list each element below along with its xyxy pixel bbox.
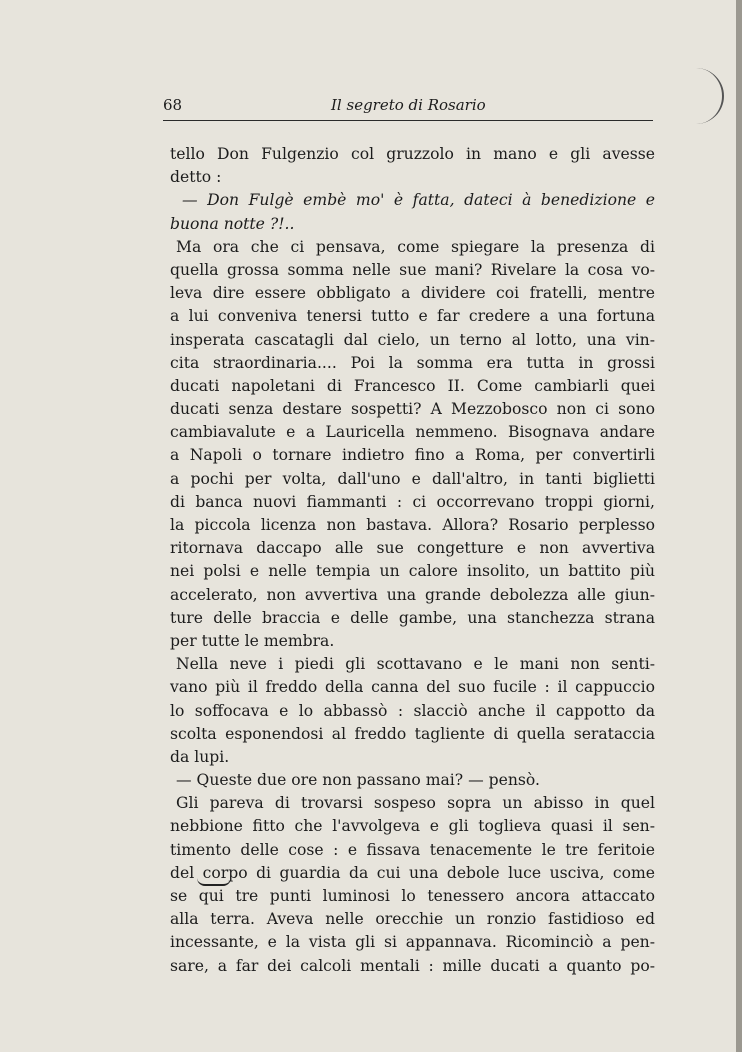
page-edge (736, 0, 742, 1052)
text-line: del corpo di guardia da cui una debole luce usciva, come (170, 863, 655, 882)
text-line: buona notte ?!.. (170, 214, 295, 233)
pencil-underline-mark (197, 878, 231, 886)
text-line: detto : (170, 168, 222, 187)
text-line: ture delle braccia e delle gambe, una stanchezza strana (170, 608, 655, 627)
text-line: cita straordinaria.... Poi la somma era tutta in grossi (170, 353, 655, 372)
text-line: ducati napoletani di Francesco II. Come cambiarli quei (170, 376, 655, 395)
text-line: ducati senza destare sospetti? A Mezzobosco non ci sono (170, 400, 655, 419)
text-line: la piccola licenza non bastava. Allora? Rosario perplesso (170, 516, 655, 534)
running-header (163, 96, 653, 116)
page-curl-mark (694, 68, 724, 124)
text-line: Ma ora che ci pensava, come spiegare la presenza di (176, 237, 655, 256)
text-line: — Queste due ore non passano mai? — pensò. (176, 771, 540, 790)
text-line: a Napoli o tornare indietro fino a Roma, per convertirli (170, 446, 655, 465)
body-text (170, 143, 655, 978)
text-line: da lupi. (170, 747, 230, 766)
text-line: cambiavalute e a Lauricella nemmeno. Bisognava andare (170, 423, 655, 442)
text-line: ritornava daccapo alle sue congetture e non avvertiva (170, 539, 655, 558)
text-line: insperata cascatagli dal cielo, un terno al lotto, una vin- (170, 330, 655, 349)
text-line: vano più il freddo della canna del suo fucile : il cappuccio (170, 678, 655, 697)
text-line: per tutte le membra. (170, 631, 335, 650)
text-line: se qui tre punti luminosi lo tenessero ancora attaccato (170, 887, 655, 905)
text-line: nei polsi e nelle tempia un calore insolito, un battito più (170, 562, 655, 581)
page-number: 68 (163, 96, 183, 114)
text-line: nebbione fitto che l'avvolgeva e gli toglieva quasi il sen- (170, 817, 655, 836)
running-title: Il segreto di Rosario (331, 96, 486, 114)
text-line: incessante, e la vista gli si appannava. Ricominciò a pen- (170, 933, 655, 952)
text-line: Nella neve i piedi gli scottavano e le mani non senti- (176, 655, 655, 674)
text-line: Gli pareva di trovarsi sospeso sopra un abisso in quel (176, 794, 655, 813)
text-line: quella grossa somma nelle sue mani? Rivelare la cosa vo- (170, 260, 655, 279)
text-line: lo soffocava e lo abbassò : slacciò anche il cappotto da (170, 701, 655, 720)
text-line: a pochi per volta, dall'uno e dall'altro, in tanti biglietti (170, 469, 655, 488)
text-line: — Don Fulgè embè mo' è fatta, dateci à benedizione e (182, 191, 655, 210)
text-line: di banca nuovi fiammanti : ci occorrevano troppi giorni, (170, 492, 655, 511)
text-line: timento delle cose : e fissava tenacemente le tre feritoie (170, 840, 655, 859)
text-line: accelerato, non avvertiva una grande debolezza alle giun- (170, 585, 655, 604)
text-line: sare, a far dei calcoli mentali : mille ducati a quanto po- (170, 956, 655, 975)
text-line: leva dire essere obbligato a dividere coi fratelli, mentre (170, 284, 655, 303)
header-rule (163, 120, 653, 121)
text-line: a lui conveniva tenersi tutto e far credere a una fortuna (170, 307, 655, 326)
text-line: alla terra. Aveva nelle orecchie un ronzio fastidioso ed (170, 910, 655, 929)
text-line: tello Don Fulgenzio col gruzzolo in mano e gli avesse (170, 145, 655, 163)
text-line: scolta esponendosi al freddo tagliente di quella serataccia (170, 724, 655, 743)
